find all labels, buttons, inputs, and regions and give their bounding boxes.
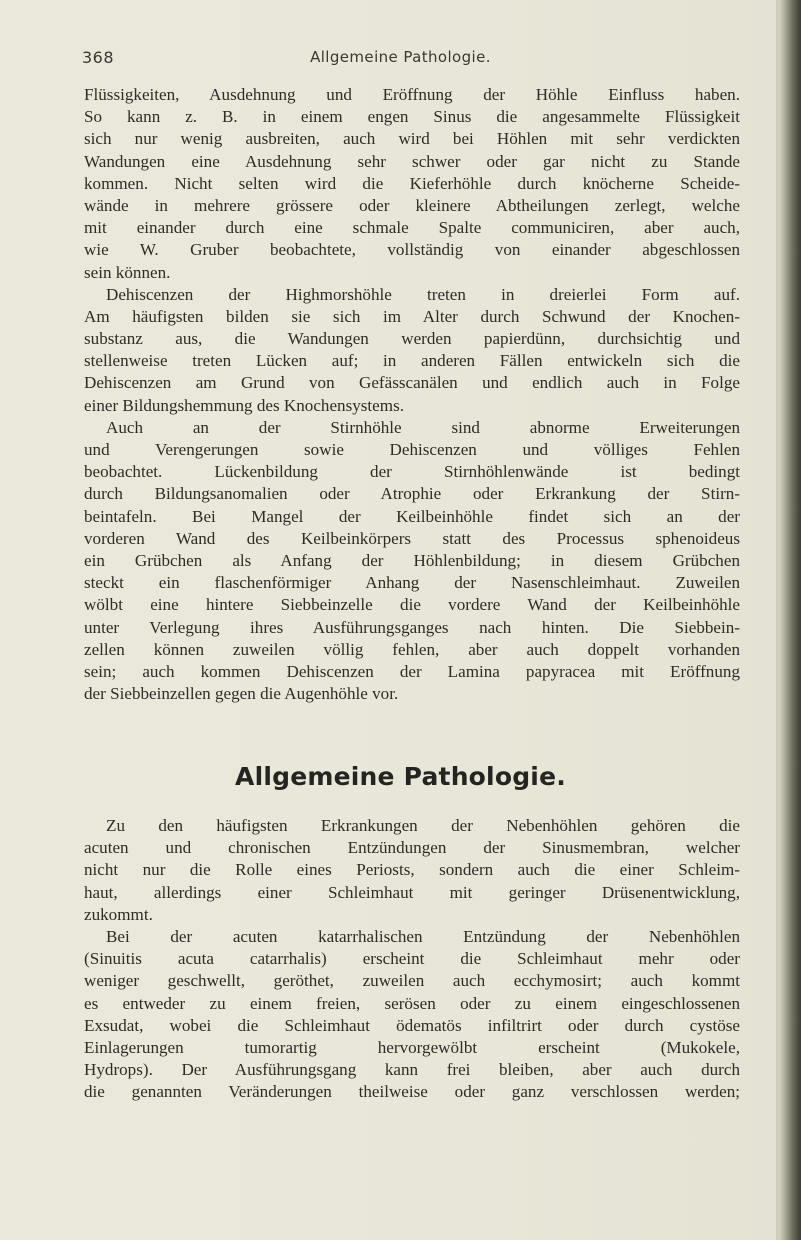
text-line: Hydrops). Der Ausführungsgang kann frei bleiben, aber auch durch <box>84 1060 740 1080</box>
text-line: sein können. <box>84 262 171 282</box>
text-line: Dehiscenzen der Highmorshöhle treten in dreierlei Form auf. <box>106 284 740 304</box>
page-edge-shadow <box>779 0 801 1240</box>
text-line: acuten und chronischen Entzündungen der Sinusmembran, welcher <box>84 838 740 858</box>
text-line: sein; auch kommen Dehiscenzen der Lamina papyracea mit Eröffnung <box>84 661 740 681</box>
text-line: Wandungen eine Ausdehnung sehr schwer oder gar nicht zu Stande <box>84 151 740 171</box>
section-heading: Allgemeine Pathologie. <box>235 762 566 791</box>
text-line: sich nur wenig ausbreiten, auch wird bei Höhlen mit sehr verdickten <box>84 129 740 149</box>
text-line: wölbt eine hintere Siebbeinzelle die vordere Wand der Keilbeinhöhle <box>84 595 740 615</box>
running-header: Allgemeine Pathologie. <box>310 48 491 66</box>
text-line: Zu den häufigsten Erkrankungen der Nebenhöhlen gehören die <box>106 816 740 835</box>
text-line: substanz aus, die Wandungen werden papierdünn, durchsichtig und <box>84 329 740 349</box>
text-line: beintafeln. Bei Mangel der Keilbeinhöhle findet sich an der <box>84 506 740 526</box>
text-line: So kann z. B. in einem engen Sinus die angesammelte Flüssigkeit <box>84 107 740 127</box>
text-line: stellenweise treten Lücken auf; in anderen Fällen entwickeln sich die <box>84 351 740 371</box>
body-text-lower <box>84 815 740 1103</box>
text-line: zellen können zuweilen völlig fehlen, aber auch doppelt vorhanden <box>84 639 740 659</box>
text-line: Dehiscenzen am Grund von Gefässcanälen und endlich auch in Folge <box>84 373 740 393</box>
text-line: die genannten Veränderungen theilweise oder ganz verschlossen werden; <box>84 1082 740 1102</box>
text-line: es entweder zu einem freien, serösen oder zu einem eingeschlossenen <box>84 993 740 1013</box>
text-line: Flüssigkeiten, Ausdehnung und Eröffnung der Höhle Einfluss haben. <box>84 85 740 104</box>
text-line: der Siebbeinzellen gegen die Augenhöhle vor. <box>84 684 399 704</box>
text-line: kommen. Nicht selten wird die Kieferhöhle durch knöcherne Scheide- <box>84 173 740 193</box>
text-line: (Sinuitis acuta catarrhalis) erscheint die Schleimhaut mehr oder <box>84 949 740 969</box>
text-line: zukommt. <box>84 904 153 924</box>
text-line: mit einander durch eine schmale Spalte communiciren, aber auch, <box>84 218 740 238</box>
text-line: beobachtet. Lückenbildung der Stirnhöhlenwände ist bedingt <box>84 462 740 482</box>
body-text-upper <box>84 84 740 705</box>
text-line: weniger geschwellt, geröthet, zuweilen auch ecchymosirt; auch kommt <box>84 971 740 991</box>
text-line: und Verengerungen sowie Dehiscenzen und völliges Fehlen <box>84 440 740 459</box>
text-line: durch Bildungsanomalien oder Atrophie oder Erkrankung der Stirn- <box>84 484 740 504</box>
text-line: Am häufigsten bilden sie sich im Alter durch Schwund der Knochen- <box>84 306 740 326</box>
text-line: Bei der acuten katarrhalischen Entzündung der Nebenhöhlen <box>106 926 740 946</box>
text-line: steckt ein flaschenförmiger Anhang der Nasenschleimhaut. Zuweilen <box>84 573 740 593</box>
text-line: einer Bildungshemmung des Knochensystems. <box>84 395 404 415</box>
text-line: Exsudat, wobei die Schleimhaut ödematös infiltrirt oder durch cystöse <box>84 1015 740 1035</box>
page-number: 368 <box>82 48 115 67</box>
text-line: nicht nur die Rolle eines Periosts, sondern auch die einer Schleim- <box>84 860 740 880</box>
text-line: ein Grübchen als Anfang der Höhlenbildung; in diesem Grübchen <box>84 550 740 570</box>
text-line: wie W. Gruber beobachtete, vollständig von einander abgeschlossen <box>84 240 740 260</box>
text-line: unter Verlegung ihres Ausführungsganges nach hinten. Die Siebbein- <box>84 617 740 637</box>
text-line: Einlagerungen tumorartig hervorgewölbt erscheint (Mukokele, <box>84 1037 740 1057</box>
text-line: haut, allerdings einer Schleimhaut mit geringer Drüsenentwicklung, <box>84 882 740 902</box>
text-line: Auch an der Stirnhöhle sind abnorme Erweiterungen <box>106 417 740 437</box>
text-line: vorderen Wand des Keilbeinkörpers statt des Processus sphenoideus <box>84 528 740 548</box>
text-line: wände in mehrere grössere oder kleinere Abtheilungen zerlegt, welche <box>84 195 740 215</box>
